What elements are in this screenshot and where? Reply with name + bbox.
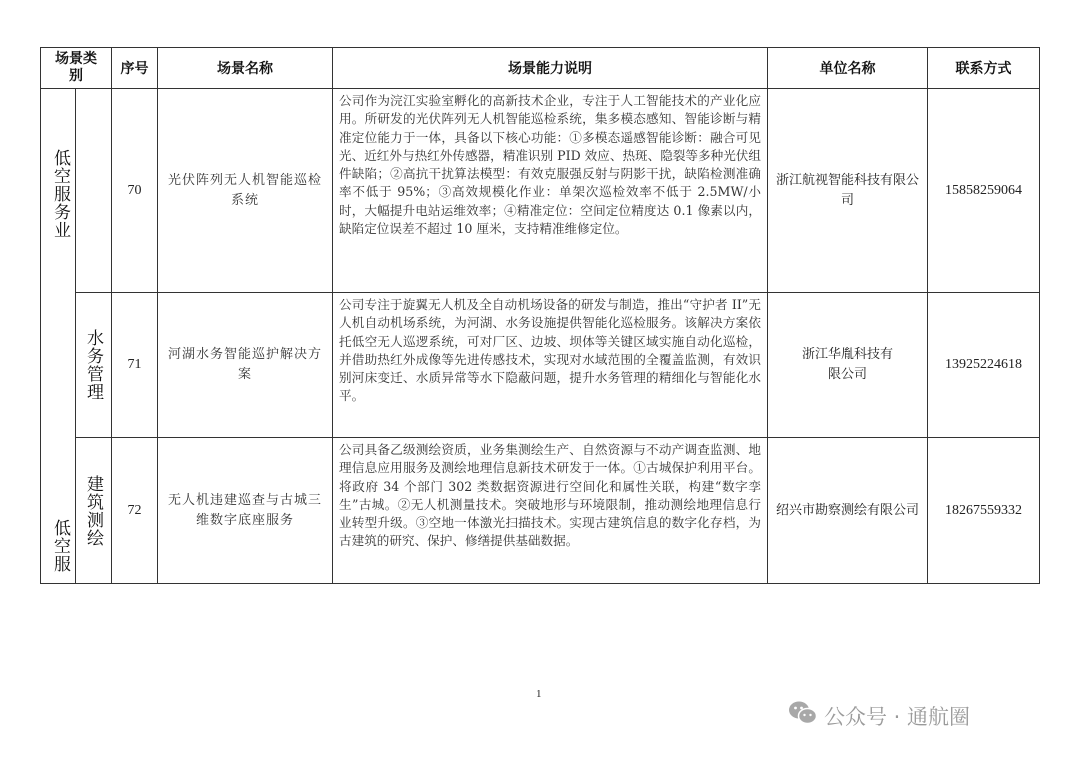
row-seq: 71 bbox=[111, 292, 158, 438]
row-subcategory bbox=[75, 88, 112, 293]
row-scene-name: 光伏阵列无人机智能巡检系统 bbox=[157, 88, 333, 293]
category-main-cell bbox=[40, 88, 76, 584]
row-contact: 15858259064 bbox=[927, 88, 1040, 293]
watermark bbox=[788, 700, 970, 731]
row-contact: 18267559332 bbox=[927, 437, 1040, 584]
row-description: 公司专注于旋翼无人机及全自动机场设备的研发与制造，推出“守护者 II”无人机自动机场系统，为河湖、水务设施提供智能化巡检服务。该解决方案依托低空无人巡逻系统，可对厂区、边坡、坝体等关键区域实施自动化巡检，并借助热红外成像等先进传感技术，实现对水域范围的全覆盖监测，有效识别河床变迁、水质异常等水下隐蔽问题，提升水务管理的精细化与智能化水平。 bbox=[332, 292, 768, 438]
row-description: 公司作为浣江实验室孵化的高新技术企业，专注于人工智能技术的产业化应用。所研发的光伏阵列无人机智能巡检系统，集多模态感知、智能诊断与精准定位能力于一体，具备以下核心功能：①多模态遥感智能诊断：融合可见光、近红外与热红外传感器，精准识别 PID 效应、热斑、隐裂等多种光伏组件缺陷；②高抗干扰算法模型：有效克服强反射与阴影干扰，缺陷检测准确率不低于 95%；③高效规模化作业：单架次巡检效率不低于 2.5MW/小时，大幅提升电站运维效率；④精准定位：空间定位精度达 0.1 像素以内，缺陷定位误差不超过 10 厘米，支持精准维修定位。 bbox=[332, 88, 768, 293]
row-subcategory: 水务管理 bbox=[75, 292, 112, 438]
header-contact: 联系方式 bbox=[927, 47, 1040, 89]
row-unit: 浙江华胤科技有限公司 bbox=[767, 292, 928, 438]
header-category: 场景类别 bbox=[40, 47, 112, 89]
category-main-continued: 低空服 bbox=[50, 519, 70, 573]
row-seq: 70 bbox=[111, 88, 158, 293]
row-contact: 13925224618 bbox=[927, 292, 1040, 438]
category-main: 低空服务业 bbox=[50, 149, 70, 239]
row-scene-name: 无人机违建巡查与古城三维数字底座服务 bbox=[157, 437, 333, 584]
header-unit: 单位名称 bbox=[767, 47, 928, 89]
row-subcategory: 建筑测绘 bbox=[75, 437, 112, 584]
row-unit: 浙江航视智能科技有限公司 bbox=[767, 88, 928, 293]
row-seq: 72 bbox=[111, 437, 158, 584]
row-scene-name: 河湖水务智能巡护解决方案 bbox=[157, 292, 333, 438]
header-capability: 场景能力说明 bbox=[332, 47, 768, 89]
row-description: 公司具备乙级测绘资质，业务集测绘生产、自然资源与不动产调查监测、地理信息应用服务及测绘地理信息新技术研发于一体。①古城保护利用平台。将政府 34 个部门 302 类数据资源进行空间化和属性关联，构建“数字孪生”古城。②无人机测量技术。突破地形与环境限制，推动测绘地理信息行业转型升级。③空地一体激光扫描技术。实现古建筑信息的数字化存档，为古建筑的研究、保护、修缮提供基础数据。 bbox=[332, 437, 768, 584]
header-scene-name: 场景名称 bbox=[157, 47, 333, 89]
header-seq: 序号 bbox=[111, 47, 158, 89]
page-number: 1 bbox=[536, 688, 542, 700]
watermark-text: 公众号 · 通航圈 bbox=[824, 704, 971, 729]
row-unit: 绍兴市勘察测绘有限公司 bbox=[767, 437, 928, 584]
wechat-icon bbox=[788, 700, 818, 731]
